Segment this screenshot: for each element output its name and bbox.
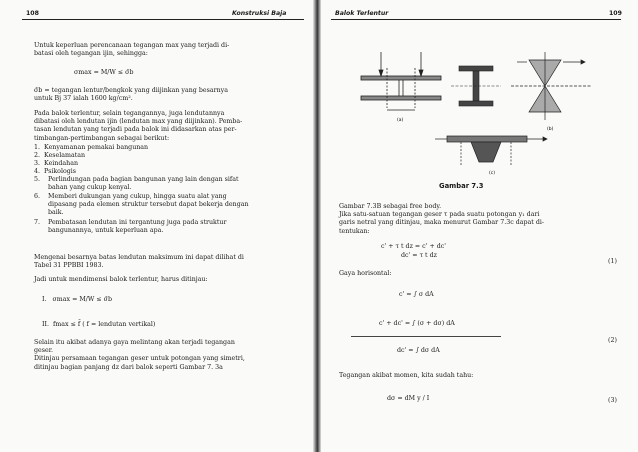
paragraph-table-ref: Mengenai besarnya batas lendutan maksimum ini dapat dilihat di Tabel 31 PPBBI 1983. [34, 254, 244, 270]
label-b: (b) [547, 127, 554, 132]
equation-number-3: (3) [608, 397, 617, 404]
label-a: (a) [397, 118, 404, 123]
header-rule-left [22, 19, 304, 20]
page-left [0, 0, 313, 452]
list-item: 6. [34, 193, 41, 200]
label-horizontal-force: Gaya horisontal: [339, 270, 392, 277]
label-c: (c) [489, 171, 495, 176]
running-header-right: Balok Terlentur [335, 10, 389, 17]
page-right [321, 0, 638, 452]
page-number-right: 109 [609, 10, 622, 17]
list-item: 4. Psikologis [34, 168, 77, 175]
paragraph-dimension: Jadi untuk mendimensi balok terlentur, harus ditinjau: [34, 276, 208, 283]
beam-element-a [361, 52, 441, 110]
list-item: 1. Kenyamanan pemakai bangunan [34, 144, 149, 151]
equation-number-2: (2) [608, 337, 617, 344]
figure-7-3 [351, 38, 601, 178]
equation-rule [351, 336, 501, 337]
sigma-definition: σ̄b = tegangan lentur/bengkok yang diijinkan yang besarnya untuk Bj 37 ialah 1600 kg/cm². [34, 87, 228, 103]
list-item-text: Pembatasan lendutan ini tergantung juga pada struktur bangunannya, untuk keperluan apa. [48, 219, 227, 235]
equation-2a: c' = ∫ σ dA [399, 291, 434, 298]
book-gutter [313, 0, 321, 452]
equation-1a: c' + τ t dz = c' + dc' [381, 243, 447, 250]
condition-2: II. fmax ≤ f̄ ( f = lendutan vertikal) [42, 321, 156, 328]
figure-diagram [351, 38, 601, 178]
paragraph-shear: Selain itu akibat adanya gaya melintang akan terjadi tegangan geser. Ditinjau persamaan tegangan geser untuk potongan yang simetri, ditinjau bagian panjang dz dari balok seperti Gambar 7. 3a [34, 339, 245, 371]
i-section [451, 66, 501, 106]
list-item-text: Memberi dukungan yang cukup, hingga suatu alat yang dipasang pada elemen struktur tersebut dapat bekerja dengan baik. [48, 193, 249, 217]
free-body-c [435, 136, 547, 166]
list-item: 3. Keindahan [34, 160, 79, 167]
page-number-left: 108 [26, 10, 39, 17]
paragraph-free-body: Gambar 7.3B sebagai free body. Jika satu-satuan tegangan geser τ pada suatu potongan y₁ dari garis netral yang ditinjau, maka menurut Gambar 7.3c dapat di- tentukan: [339, 203, 545, 235]
condition-1: I. σmax = M/W ≤ σ̄b [42, 296, 112, 303]
equation-2c: dc' = ∫ dσ dA [397, 347, 440, 354]
list-item: 2. Keselamatan [34, 152, 86, 159]
stress-block-b [511, 52, 591, 120]
equation-1b: dc' = τ t dz [401, 252, 437, 259]
intro-text: Untuk keperluan perencanaan tegangan max yang terjadi di- batasi oleh tegangan ijin, sehingga: [34, 42, 230, 58]
paragraph-deflection: Pada balok terlentur, selain tegangannya, juga lendutannya dibatasi oleh lendutan ijin (lendutan max yang diijinkan). Pemba- tasan lendutan yang terjadi pada balok ini didasarkan atas per- timbangan-pertimbangan sebagai berikut: [34, 110, 243, 142]
equation-number-1: (1) [608, 258, 617, 265]
list-item: 5. [34, 176, 41, 183]
equation-3: dσ = dM y / I [387, 395, 430, 402]
figure-caption: Gambar 7.3 [439, 182, 484, 190]
equation-2b: c' + dc' = ∫ (σ + dσ) dA [379, 320, 455, 327]
running-header-left: Konstruksi Baja [232, 10, 287, 17]
list-item: 7. [34, 219, 41, 226]
equation-sigma-max: σmax = M/W ≤ σ̄b [74, 69, 134, 76]
paragraph-moment-stress: Tegangan akibat momen, kita sudah tahu: [339, 372, 474, 379]
list-item-text: Perlindungan pada bagian bangunan yang lain dengan sifat bahan yang cukup kenyal. [48, 176, 239, 192]
header-rule-right [331, 19, 621, 20]
